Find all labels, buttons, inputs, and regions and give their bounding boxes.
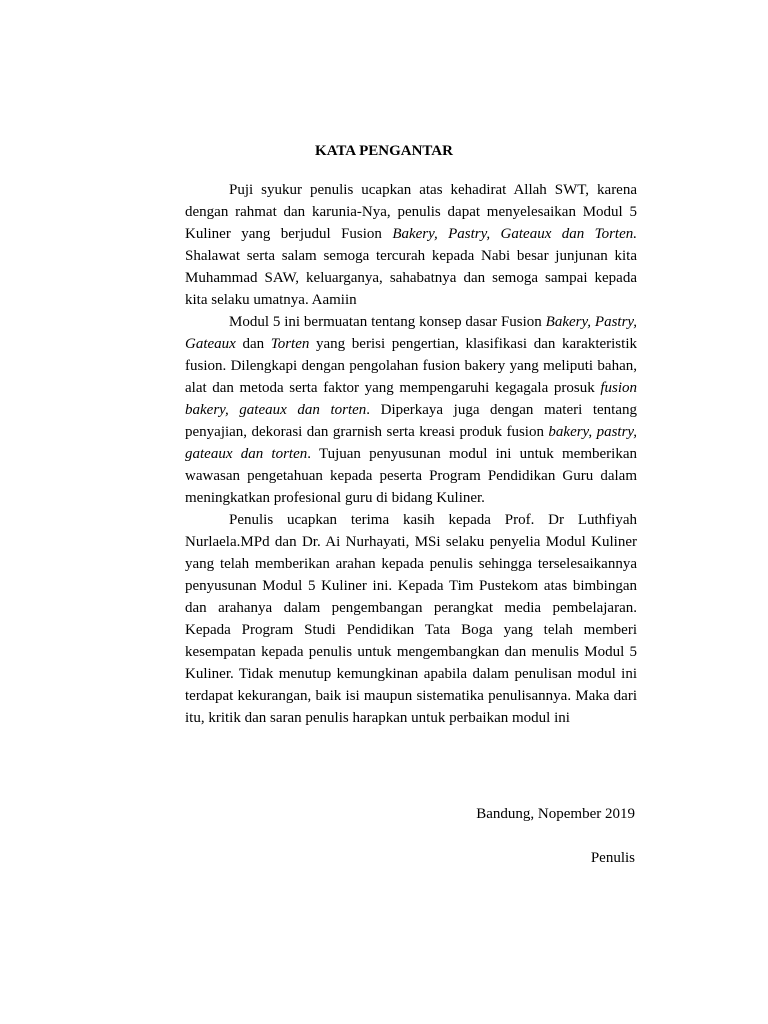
text-run: Puji syukur penulis ucapkan atas kehadirat Allah SWT, karena dengan rahmat dan karunia-Nya, penulis dapat menyelesaikan Modul 5 Kuliner yang berjudul Fusion (185, 182, 637, 242)
paragraph (185, 509, 637, 729)
page-title: KATA PENGANTAR (315, 143, 453, 159)
italic-text: Bakery, Pastry, Gateaux (185, 314, 637, 352)
italic-text: bakery, pastry, gateaux dan torten (185, 424, 638, 462)
author-signature: Penulis (590, 850, 635, 866)
italic-text: Torten (270, 336, 310, 352)
text-run: Shalawat serta salam semoga tercurah kepada Nabi besar junjunan kita Muhammad SAW, keluarganya, sahabatnya dan semoga sampai kepada kita selaku umatnya. Aamiin (185, 248, 637, 308)
text-run: yang berisi pengertian, klasifikasi dan karakteristik fusion. Dilengkapi dengan pengolahan fusion bakery yang meliputi bahan, alat dan metoda serta faktor yang mempengaruhi kegagala prosuk (185, 336, 637, 396)
text-run: . Diperkaya juga dengan materi tentang penyajian, dekorasi dan grarnish serta kreasi produk fusion (185, 402, 637, 440)
italic-text: Bakery, Pastry, Gateaux dan Torten. (392, 226, 637, 242)
italic-text: fusion bakery, gateaux dan torten (185, 380, 637, 418)
text-run: Penulis ucapkan terima kasih kepada Prof. Dr Luthfiyah Nurlaela.MPd dan Dr. Ai Nurhayati, MSi selaku penyelia Modul Kuliner yang telah memberikan arahan kepada penulis sehingga terselesaikannya penyusunan Modul 5 Kuliner ini. Kepada Tim Pustekom atas bimbingan dan arahanya dalam pengembangan perangkat media pembelajaran. Kepada Program Studi Pendidikan Tata Boga yang telah memberi kesempatan kepada penulis untuk mengembangkan dan menulis Modul 5 Kuliner. Tidak menutup kemungkinan apabila dalam penulisan modul ini terdapat kekurangan, baik isi maupun sistematika penulisannya. Maka dari itu, kritik dan saran penulis harapkan untuk perbaikan modul ini (185, 512, 637, 726)
place-date: Bandung, Nopember 2019 (476, 806, 635, 822)
text-run: Modul 5 ini bermuatan tentang konsep dasar Fusion (229, 314, 546, 330)
paragraph (185, 179, 637, 311)
document-body (185, 179, 637, 729)
paragraph (185, 311, 637, 509)
text-run: dan (235, 336, 271, 352)
text-run: . Tujuan penyusunan modul ini untuk memberikan wawasan pengetahuan kepada peserta Program Pendidikan Guru dalam meningkatkan profesional guru di bidang Kuliner. (185, 446, 637, 506)
